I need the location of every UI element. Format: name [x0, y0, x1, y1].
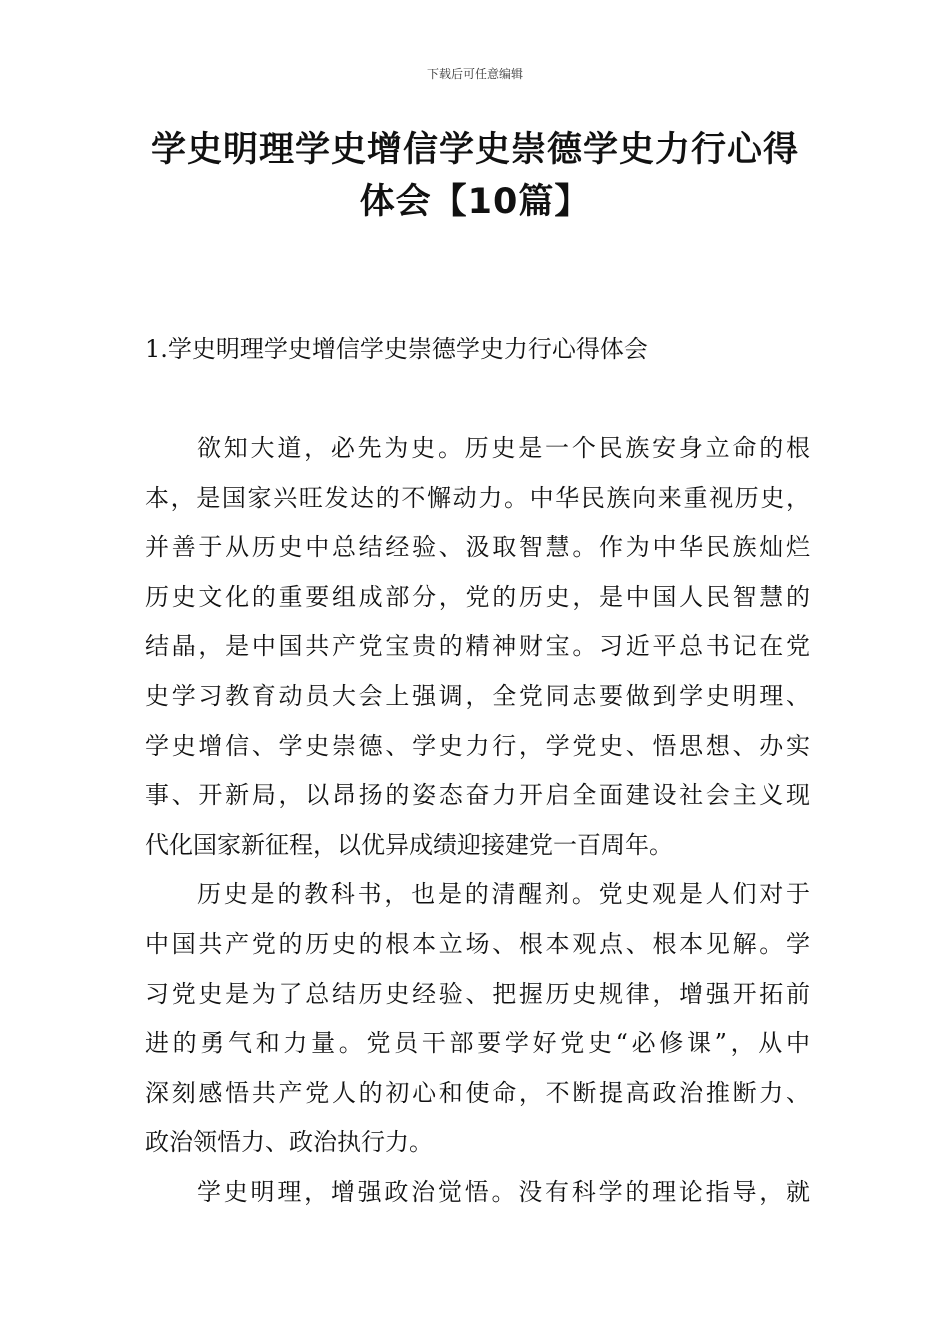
paragraph-line: 学史明理，增强政治觉悟。没有科学的理论指导，就 [197, 1177, 810, 1206]
paragraph-line: 历史文化的重要组成部分，党的历史，是中国人民智慧的 [145, 582, 810, 611]
body-text [145, 430, 810, 1224]
paragraph-line: 进的勇气和力量。党员干部要学好党史“必修课”，从中 [145, 1029, 810, 1058]
document-title-line-1: 学史明理学史增信学史崇德学史力行心得 [150, 130, 799, 170]
paragraph-3 [145, 1174, 810, 1224]
paragraph-line: 习党史是为了总结历史经验、把握历史规律，增强开拓前 [145, 979, 810, 1008]
paragraph-2 [145, 876, 810, 1174]
paragraph-line: 代化国家新征程，以优异成绩迎接建党一百周年。 [145, 830, 673, 859]
paragraph-line: 并善于从历史中总结经验、汲取智慧。作为中华民族灿烂 [145, 533, 810, 562]
paragraph-line: 欲知大道，必先为史。历史是一个民族安身立命的根 [197, 434, 810, 462]
header-note: 下载后可任意编辑 [426, 67, 523, 81]
document-title-line-2: 体会【10篇】 [359, 182, 591, 222]
paragraph-line: 事、开新局，以昂扬的姿态奋力开启全面建设社会主义现 [145, 781, 810, 810]
paragraph-line: 史学习教育动员大会上强调，全党同志要做到学史明理、 [145, 681, 810, 710]
paragraph-line: 深刻感悟共产党人的初心和使命，不断提高政治推断力、 [145, 1078, 810, 1107]
paragraph-line: 政治领悟力、政治执行力。 [145, 1128, 433, 1157]
paragraph-line: 历史是的教科书，也是的清醒剂。党史观是人们对于 [197, 880, 810, 909]
paragraph-line: 本，是国家兴旺发达的不懈动力。中华民族向来重视历史， [145, 483, 810, 512]
paragraph-line: 结晶，是中国共产党宝贵的精神财宝。习近平总书记在党 [145, 632, 810, 661]
document-title [120, 124, 830, 228]
paragraph-1 [145, 430, 810, 876]
paragraph-line: 学史增信、学史崇德、学史力行，学党史、悟思想、办实 [145, 731, 810, 760]
paragraph-line: 中国共产党的历史的根本立场、根本观点、根本见解。学 [145, 929, 810, 958]
section-heading: 1.学史明理学史增信学史崇德学史力行心得体会 [145, 335, 648, 363]
